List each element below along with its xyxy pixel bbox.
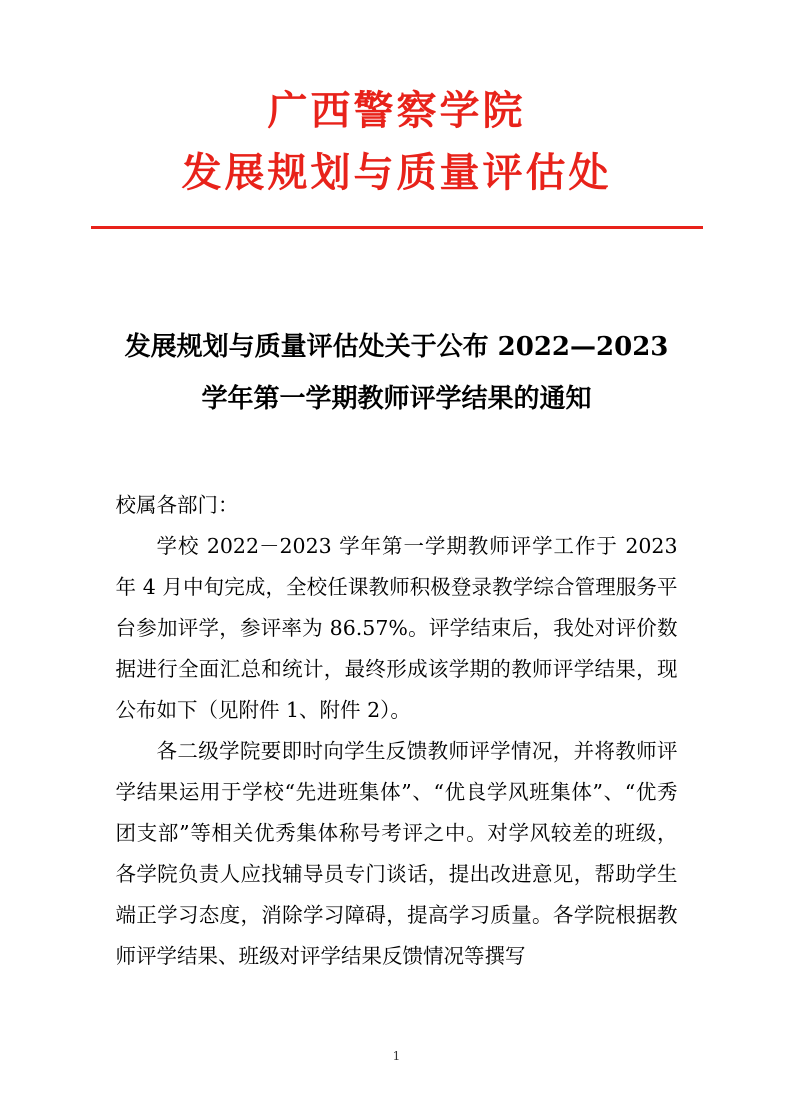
- letterhead: [0, 0, 793, 229]
- letterhead-department: 发展规划与质量评估处: [181, 149, 612, 196]
- page-number: 1: [392, 1049, 401, 1063]
- body-paragraph-1: 学校 2022－2023 学年第一学期教师评学工作于 2023 年 4 月中旬完成，全校任课教师积极登录教学综合管理服务平台参加评学，参评率为 86.57%。评学结束后，我处对评价数据进行全面汇总和统计，最终形成该学期的教师评学结果，现公布如下（见附件 1、附件 2）。: [115, 534, 678, 722]
- letterhead-divider: [91, 226, 703, 229]
- page-title: 发展规划与质量评估处关于公布 2022—2023 学年第一学期教师评学结果的通知: [124, 332, 669, 414]
- document-body: [116, 485, 678, 977]
- body-paragraph-2: 各二级学院要即时向学生反馈教师评学情况，并将教师评学结果运用于学校“先进班集体”、“优良学风班集体”、“优秀团支部”等相关优秀集体称号考评之中。对学风较差的班级，各学院负责人应找辅导员专门谈话，提出改进意见，帮助学生端正学习态度，消除学习障碍，提高学习质量。各学院根据教师评学结果、班级对评学结果反馈情况等撰写: [115, 739, 678, 968]
- letterhead-institution: 广西警察学院: [267, 87, 526, 134]
- salutation: 校属各部门：: [115, 493, 239, 517]
